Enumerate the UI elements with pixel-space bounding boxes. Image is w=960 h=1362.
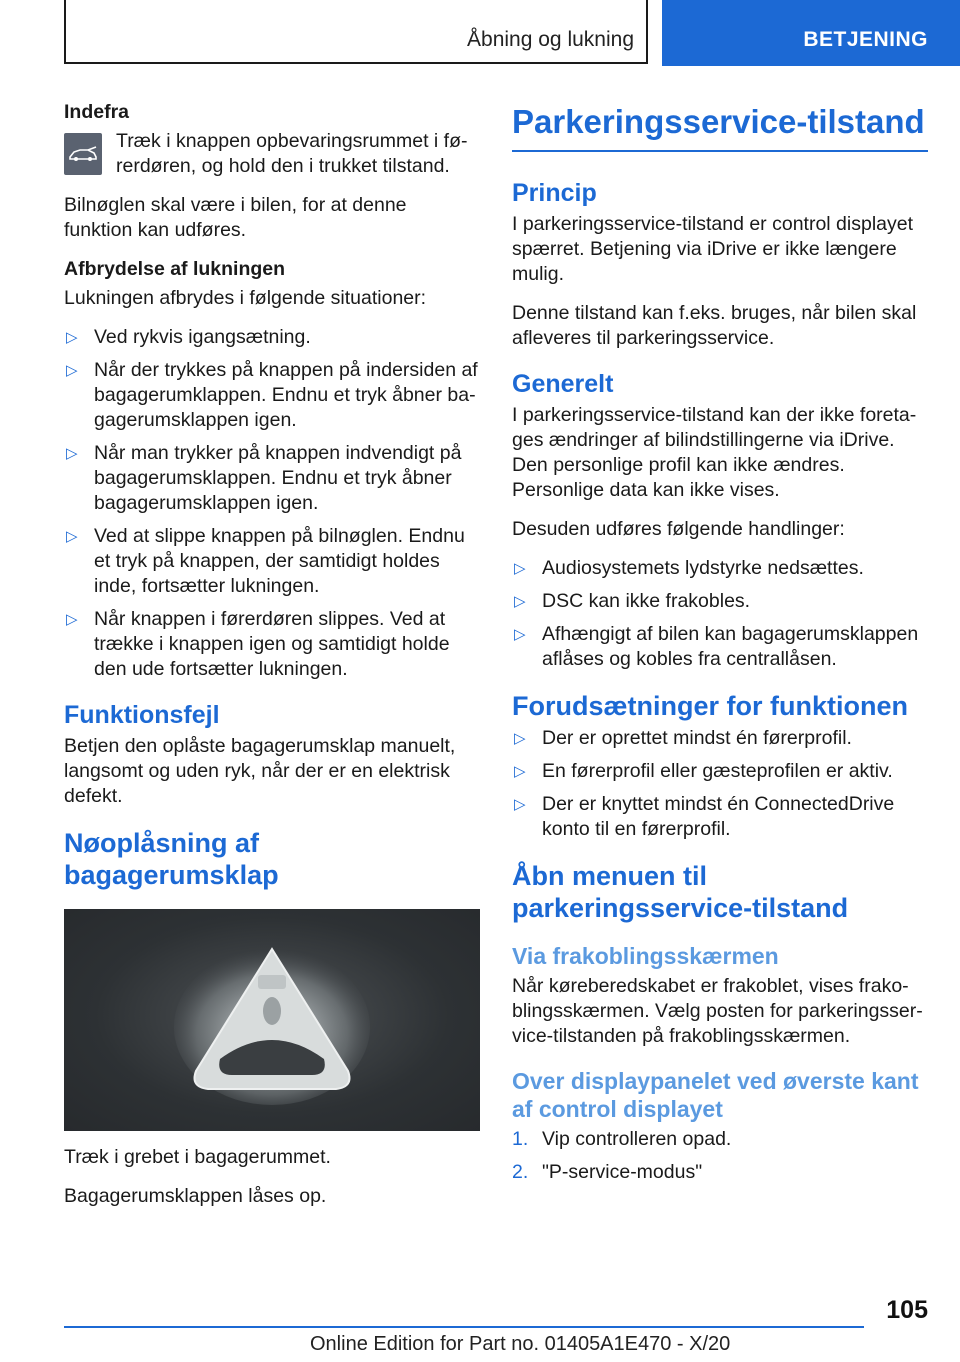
chapter-title: Åbning og lukning — [467, 28, 634, 51]
step-number: 1. — [512, 1128, 529, 1150]
right-column — [512, 100, 928, 1193]
list-item — [64, 524, 480, 599]
list-item-text: Ved at slippe knappen på bilnøglen. Endnu et tryk på knappen, der samtidigt holdes inde, fortsætter lukningen. — [94, 525, 465, 597]
list-item — [512, 792, 928, 842]
triangle-bullet-icon: ▷ — [66, 528, 78, 545]
triangle-bullet-icon: ▷ — [514, 560, 526, 577]
indefra-row — [64, 129, 480, 179]
list-item — [512, 1160, 928, 1185]
header-title-box — [64, 0, 648, 64]
abort-heading: Afbrydelse af lukningen — [64, 258, 286, 280]
list-item-text: Audiosystemets lydstyrke nedsættes. — [542, 557, 864, 579]
list-item — [512, 726, 928, 751]
via-screen-text: Når køreberedskabet er frakoblet, vises frakoblingsskærmen. Vælg posten for parkeringsservice-tilstanden på frakoblingsskærmen. — [512, 975, 923, 1047]
list-item — [64, 358, 480, 433]
triangle-bullet-icon: ▷ — [66, 329, 78, 346]
list-item-text: DSC kan ikke frakobles. — [542, 590, 751, 612]
general-heading: Generelt — [512, 370, 614, 398]
general-p2: Desuden udføres følgende handlinger: — [512, 518, 845, 540]
list-item-text: En førerprofil eller gæsteprofilen er aktiv. — [542, 760, 893, 782]
trunk-release-handle-photo — [64, 909, 480, 1131]
list-item — [512, 759, 928, 784]
emergency-heading: Nøoplåsning af bagagerumsklap — [64, 828, 279, 890]
main-heading: Parkeringsservice-tilstand — [512, 100, 928, 152]
list-item-text: Der er oprettet mindst én førerprofil. — [542, 727, 852, 749]
principle-heading: Princip — [512, 179, 597, 207]
list-item — [64, 441, 480, 516]
list-item — [64, 325, 480, 350]
photo-caption-1: Træk i grebet i bagagerummet. — [64, 1146, 331, 1168]
triangle-bullet-icon: ▷ — [514, 796, 526, 813]
list-item — [64, 607, 480, 682]
step-number: 2. — [512, 1161, 529, 1183]
list-item-text: Når knappen i førerdøren slippes. Ved at trække i knappen igen og samtidigt holde den ude fortsætter lukningen. — [94, 608, 450, 680]
indefra-text: Træk i knappen opbevaringsrummet i førerdøren, og hold den i trukket tilstand. — [116, 130, 468, 177]
footer-edition: Online Edition for Part no. 01405A1E470 - X/20 — [310, 1333, 731, 1355]
triangle-bullet-icon: ▷ — [514, 730, 526, 747]
via-panel-heading: Over displaypanelet ved øverste kant af control displayet — [512, 1068, 919, 1122]
triangle-bullet-icon: ▷ — [514, 593, 526, 610]
via-screen-heading: Via frakoblingsskærmen — [512, 943, 779, 969]
triangle-bullet-icon: ▷ — [514, 626, 526, 643]
open-menu-heading: Åbn menuen til parkeringsservice-tilstand — [512, 861, 849, 923]
list-item — [512, 556, 928, 581]
car-trunk-icon — [64, 133, 102, 175]
fault-heading: Funktionsfejl — [64, 701, 220, 729]
principle-p2: Denne tilstand kan f.eks. bruges, når bilen skal afleveres til parkeringsservice. — [512, 302, 917, 349]
photo-caption-2: Bagagerumsklappen låses op. — [64, 1185, 327, 1207]
list-item-text: Afhængigt af bilen kan bagagerumsklappen aflåses og kobles fra centrallåsen. — [542, 623, 919, 670]
step-text: "P-service-modus" — [542, 1161, 703, 1183]
fault-text: Betjen den oplåste bagagerumsklap manuelt, langsomt og uden ryk, når der er en elektrisk defekt. — [64, 735, 456, 807]
step-text: Vip controlleren opad. — [542, 1128, 732, 1150]
prereq-list — [512, 726, 928, 842]
header-section-tab — [662, 0, 960, 66]
page-number: 105 — [886, 1296, 928, 1324]
triangle-bullet-icon: ▷ — [66, 362, 78, 379]
footer-divider — [64, 1326, 864, 1328]
triangle-bullet-icon: ▷ — [66, 445, 78, 462]
list-item-text: Når man trykker på knappen indvendigt på bagagerumsklappen. Endnu et tryk åbner bagagerumsklappen igen. — [94, 442, 462, 514]
indefra-label: Indefra — [64, 101, 130, 123]
abort-list — [64, 325, 480, 682]
via-panel-steps — [512, 1127, 928, 1185]
abort-intro: Lukningen afbrydes i følgende situationer: — [64, 287, 427, 309]
list-item-text: Ved rykvis igangsætning. — [94, 326, 311, 348]
list-item-text: Der er knyttet mindst én ConnectedDrive konto til en førerprofil. — [542, 793, 895, 840]
section-label: BETJENING — [803, 28, 928, 51]
list-item — [512, 1127, 928, 1152]
list-item — [512, 589, 928, 614]
principle-p1: I parkeringsservice-tilstand er control displayet spærret. Betjening via iDrive er ikke længere mulig. — [512, 213, 914, 285]
list-item-text: Når der trykkes på knappen på indersiden af bagagerumklappen. Endnu et tryk åbner bagagerumsklappen igen. — [94, 359, 478, 431]
triangle-bullet-icon: ▷ — [66, 611, 78, 628]
list-item — [512, 622, 928, 672]
left-column — [64, 100, 480, 1223]
prereq-heading: Forudsætninger for funktionen — [512, 691, 908, 721]
general-list — [512, 556, 928, 672]
general-p1: I parkeringsservice-tilstand kan der ikke foretages ændringer af bilindstillingerne via iDrive. Den personlige profil kan ikke ændres. Personlige data kan ikke vises. — [512, 404, 917, 501]
key-note: Bilnøglen skal være i bilen, for at denne funktion kan udføres. — [64, 194, 407, 241]
triangle-bullet-icon: ▷ — [514, 763, 526, 780]
